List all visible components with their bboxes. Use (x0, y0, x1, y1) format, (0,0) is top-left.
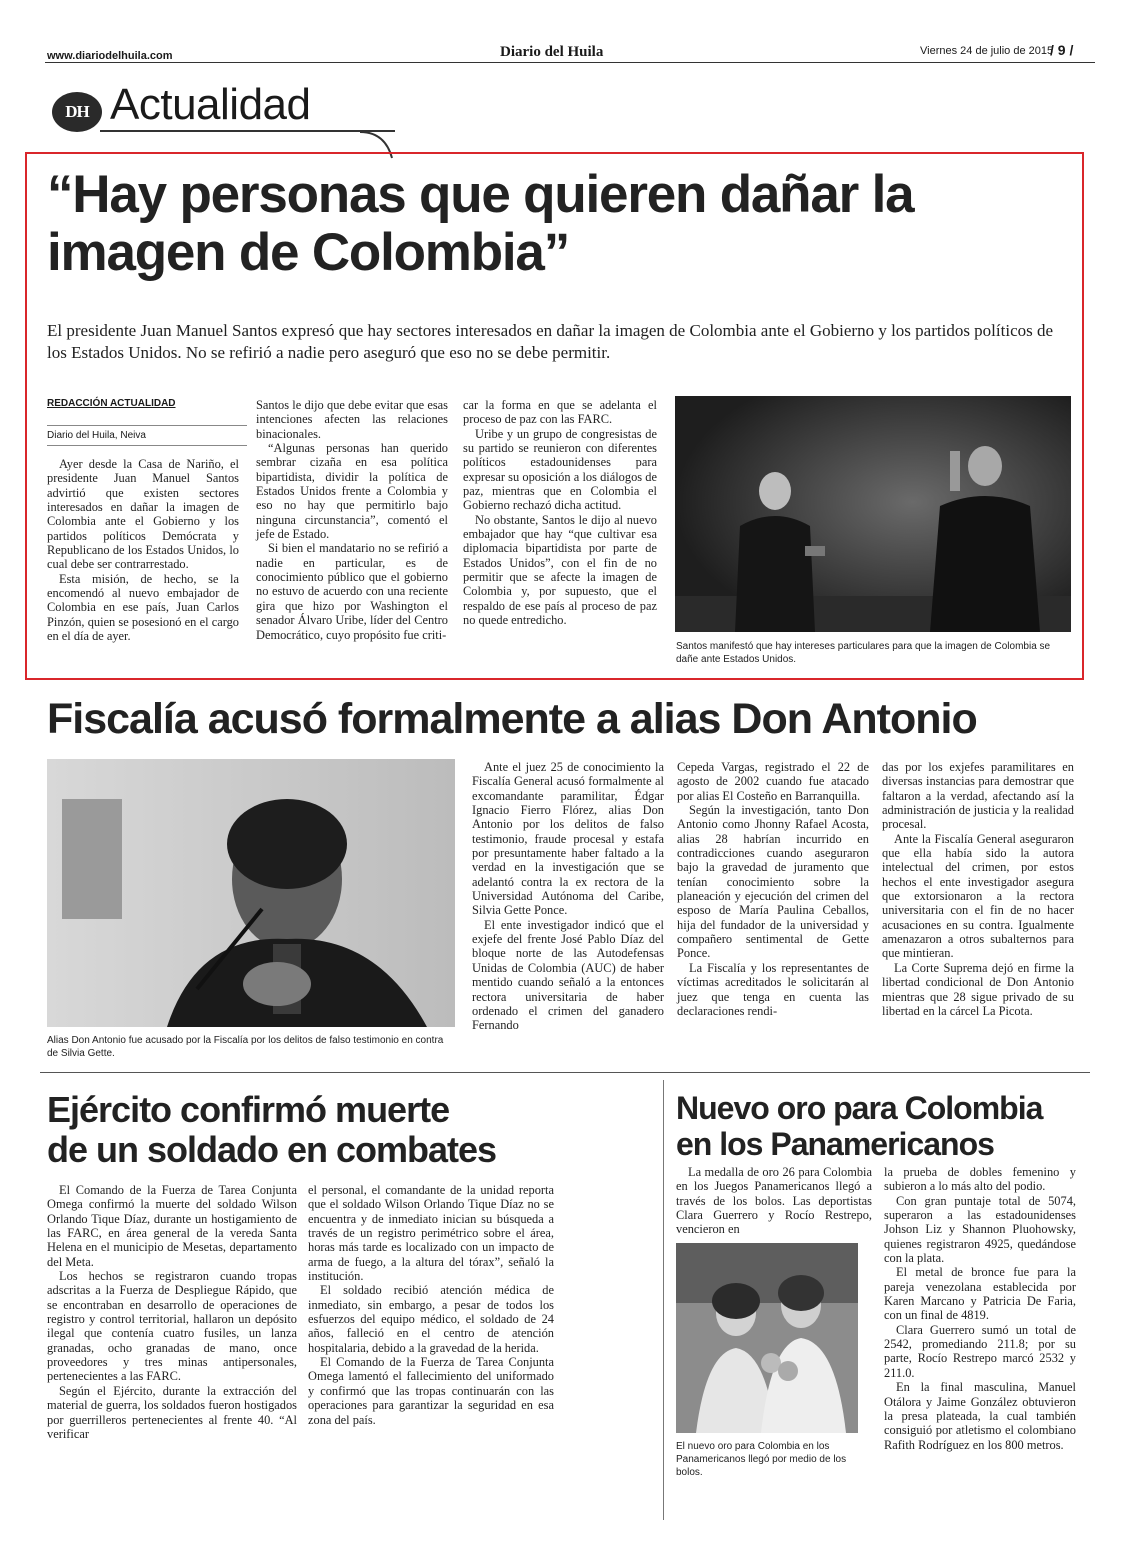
header-divider (45, 62, 1095, 63)
article2-col1 (472, 760, 664, 1033)
headline-fiscalia: Fiscalía acusó formalmente a alias Don Antonio (47, 695, 977, 743)
paragraph: Según el Ejército, durante la extracción del material de guerra, los soldados fueron hostigados por guerrilleros pertenecientes al frente 40. “Al verificar (47, 1383, 297, 1441)
paragraph: La medalla de oro 26 para Colombia en los Juegos Panamericanos llegó a través de los bolos. Las deportistas Clara Guerrero y Rocío Restrepo, vencieron en (676, 1165, 872, 1237)
headline-ejercito (47, 1090, 647, 1170)
article4-col1 (676, 1165, 872, 1237)
photo-don-antonio (47, 759, 455, 1027)
paragraph: Cepeda Vargas, registrado el 22 de agosto de 2002 cuando fue atacado por alias El Costeño en Barranquilla. (677, 760, 869, 803)
photo-caption: Alias Don Antonio fue acusado por la Fiscalía por los delitos de falso testimonio en contra de Silvia Gette. (47, 1035, 444, 1059)
headline-line: en los Panamericanos (676, 1126, 994, 1162)
article1-col3 (463, 398, 657, 628)
byline-block (47, 398, 247, 446)
paragraph: La Corte Suprema dejó en firme la libertad condicional de Don Antonio mientras que 28 sigue privado de su libertad en la cárcel La Picota. (882, 960, 1074, 1018)
headline-line: de un soldado en combates (47, 1129, 497, 1170)
paragraph: Ante el juez 25 de conocimiento la Fiscalía General acusó formalmente al excomandante paramilitar, Édgar Ignacio Fierro Flórez, alias Don Antonio por los delitos de falso testimonio, fraude procesal y estafa por presuntamente haber faltado a la verdad en la investigación que se adelantó contra la ex rectora de la Universidad Autónoma del Caribe, Silvia Gette Ponce. (472, 760, 664, 918)
paragraph: Los hechos se registraron cuando tropas adscritas a la Fuerza de Despliegue Rápido, que se encontraban en desarrollo de operaciones de registro y control territorial, hallaron un depósito ilegal que contenía cuatro fusiles, un lanza granadas, ocho granadas de mano, once proveedores y tres minas antipersonales, pertenecientes a las FARC. (47, 1269, 297, 1384)
paragraph: el personal, el comandante de la unidad reporta que el soldado Wilson Orlando Tique Díaz no se encuentra y de inmediato inician su búsqueda a través de un registro perimétrico sobre el área, horas más tarde es localizado con un impacto de arma de fuego, a la altura del tórax”, señaló la institución. (308, 1183, 554, 1284)
paragraph: Según la investigación, tanto Don Antonio como Jhonny Rafael Acosta, alias 28 habrían incurrido en contradicciones cuando aseguraron bajo la gravedad de juramento que tenían conocimiento sobre la planeación y ejecución del crimen del esposo de María Paulina Ceballos, hija del fundador de la universidad y compañero sentimental de Gette Ponce. (677, 803, 869, 961)
paragraph: Si bien el mandatario no se refirió a nadie en particular, es de conocimiento público que el gobierno no estuvo de acuerdo con una reciente gira que hizo por Washington el senador Álvaro Uribe, líder del Centro Democrático, cuyo propósito fue criti- (256, 541, 448, 642)
article2-col2 (677, 760, 869, 1018)
paragraph: Esta misión, de hecho, se la encomendó al nuevo embajador de Colombia en ese país, Juan Carlos Pinzón, quien se posesionó en el cargo en el día de ayer. (47, 571, 239, 644)
byline: REDACCIÓN ACTUALIDAD (47, 398, 176, 409)
photo-bowlers (676, 1243, 858, 1433)
paragraph: Uribe y un grupo de congresistas de su partido se reunieron con diferentes políticos estadounidenses para expresar su oposición a los diálogos de paz, mientras que en Colombia el Gobierno rechazó dicha actitud. (463, 426, 657, 513)
article4-col2 (884, 1165, 1076, 1452)
site-url: www.diariodelhuila.com (47, 50, 173, 62)
paragraph: la prueba de dobles femenino y subieron a lo más alto del podio. (884, 1165, 1076, 1194)
article1-col1 (47, 457, 239, 643)
article3-col1 (47, 1183, 297, 1441)
article2-col3 (882, 760, 1074, 1018)
dh-logo: DH (52, 92, 102, 132)
headline-oro (676, 1090, 1096, 1162)
section-underline (100, 130, 395, 132)
paragraph: das por los exjefes paramilitares en diversas instancias para demostrar que faltaron a la verdad, afectando así la administración de justicia y la realidad procesal. (882, 760, 1074, 832)
main-headline: “Hay personas que quieren dañar la imagen de Colombia” (47, 165, 914, 282)
article3-col2 (308, 1183, 554, 1427)
photo-santos-ceremony (675, 396, 1071, 632)
paragraph: El ente investigador indicó que el exjefe del frente José Pablo Díaz del bloque norte de las Autodefensas Unidas de Colombia (AUC) de haber mentido cuando señaló a la entonces rectora universitaria de haber ordenado el crimen del ganadero Fernando (472, 917, 664, 1033)
column-divider (663, 1080, 664, 1520)
headline-line: Ejército confirmó muerte (47, 1089, 450, 1130)
paragraph: El metal de bronce fue para la pareja venezolana establecida por Karen Marcano y Patricia De Faria, con un final de 4819. (884, 1265, 1076, 1323)
paragraph: El Comando de la Fuerza de Tarea Conjunta Omega confirmó la muerte del soldado Wilson Orlando Tique Díaz, durante un hostigamiento de las FARC, en área general de la vereda Santa Helena en el municipio de Mesetas, departamento del Meta. (47, 1183, 297, 1269)
photo-caption: El nuevo oro para Colombia en los Panamericanos llegó por medio de los bolos. (676, 1441, 847, 1478)
paragraph: El Comando de la Fuerza de Tarea Conjunta Omega lamentó el fallecimiento del uniformado y confirmó que las tropas continuarán con las operaciones para garantizar la seguridad en esa zona del país. (308, 1355, 554, 1427)
paragraph: El soldado recibió atención médica de inmediato, sin embargo, a pesar de todos los esfuerzos del equipo médico, el soldado de 24 años, falleció en el centro de atención hospitalaria, debido a la gravedad de la herida. (308, 1283, 554, 1355)
headline-line: Nuevo oro para Colombia (676, 1090, 1043, 1126)
photo-santos-image (675, 396, 1071, 632)
paragraph: Santos le dijo que debe evitar que esas intenciones afecten las relaciones binacionales. (256, 398, 448, 441)
paragraph: No obstante, Santos le dijo al nuevo embajador que hay “que cultivar esa diplomacia bipartidista por parte de Estados Unidos”, con el fin de no permitir que se afecte la imagen de Colombia y, por supuesto, que el respaldo de ese país al proceso de paz no quede entredicho. (463, 512, 657, 628)
byline-place: Diario del Huila, Neiva (47, 430, 146, 441)
paragraph: Con gran puntaje total de 5074, superaron a las estadounidenses Johson Liz y Shannon Pluohowsky, quienes registraron 4925, quedándose con la plata. (884, 1193, 1076, 1266)
paragraph: Ayer desde la Casa de Nariño, el presidente Juan Manuel Santos advirtió que existen sectores interesados en dañar la imagen de Colombia ante el Gobierno y los partidos políticos Demócrata y Republicano de los Estados Unidos, lo cual debe ser contrarrestado. (47, 457, 239, 572)
paragraph: En la final masculina, Manuel Otálora y Jaime González obtuvieron la presa plateada, la cual también consiguió por atletismo el colombiano Rafith Rodríguez en los 800 metros. (884, 1380, 1076, 1452)
article1-col2 (256, 398, 448, 642)
photo-don-antonio-image (47, 759, 455, 1027)
issue-date: Viernes 24 de julio de 2015 (920, 45, 1054, 57)
paragraph: Clara Guerrero sumó un total de 2542, promediando 211.8; por su parte, Rocío Restrepo marcó 2532 y 211.0. (884, 1322, 1076, 1380)
section-divider (40, 1072, 1090, 1073)
paragraph: car la forma en que se adelanta el proceso de paz con las FARC. (463, 398, 657, 427)
section-title: Actualidad (110, 80, 311, 129)
photo-bowlers-image (676, 1243, 858, 1433)
paragraph: “Algunas personas han querido sembrar cizaña en esa política bipartidista, dividir la política de Estados Unidos frente a Colombia y eso no hay que permitirlo bajo ninguna circunstancia”, comentó el jefe de Estado. (256, 441, 448, 542)
paragraph: Ante la Fiscalía General aseguraron que ella había sido la autora intelectual del crimen, por estos hechos el ente investigador asegura que extorsionaron a la rectora universitaria con el fin de no hacer acusaciones en su contra. Igualmente amenazaron a otros subalternos para que mintieran. (882, 831, 1074, 961)
paragraph: La Fiscalía y los representantes de víctimas acreditados le solicitarán al juez que tenga en cuenta las declaraciones rendi- (677, 960, 869, 1018)
photo-caption: Santos manifestó que hay intereses particulares para que la imagen de Colombia se dañe ante Estados Unidos. (676, 641, 1051, 665)
newspaper-name: Diario del Huila (500, 44, 604, 60)
page-number: / 9 / (1050, 42, 1074, 58)
main-lead: El presidente Juan Manuel Santos expresó que hay sectores interesados en dañar la imagen de Colombia ante el Gobierno y los partidos políticos de los Estados Unidos. No se refirió a nadie pero aseguró que eso no se debe permitir. (47, 321, 1054, 362)
